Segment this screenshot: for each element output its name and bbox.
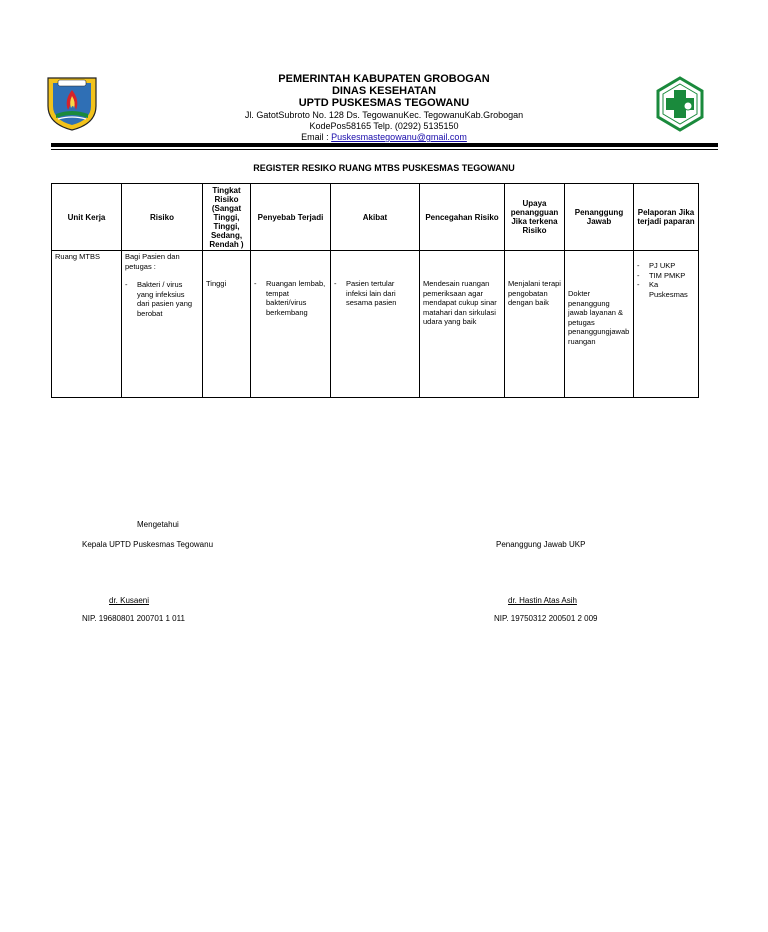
header-pencegahan: Pencegahan Risiko [420, 184, 505, 251]
email-link[interactable]: Puskesmastegowanu@gmail.com [331, 132, 467, 142]
org-name-line1: PEMERINTAH KABUPATEN GROBOGAN [278, 73, 490, 85]
cell-pelaporan [634, 251, 699, 398]
risiko-intro: Bagi Pasien dan petugas : [125, 252, 180, 271]
header-akibat: Akibat [331, 184, 420, 251]
cell-penanggung [565, 251, 634, 398]
list-item: - TIM PMKP [637, 271, 695, 281]
penanggung-text: Dokter penanggung jawab layanan & petugas penanggungjawab ruangan [568, 289, 630, 346]
list-item: - Ka Puskesmas [637, 280, 695, 299]
header-upaya: Upaya penangguan Jika terkena Risiko [505, 184, 565, 251]
pencegahan-text: Mendesain ruangan pemeriksaan agar mendapat cukup sinar matahari dan sirkulasi udara yang baik [423, 279, 497, 326]
cell-unit [52, 251, 122, 398]
cell-tingkat [203, 251, 251, 398]
document-title: REGISTER RESIKO RUANG MTBS PUSKESMAS TEGOWANU [253, 163, 515, 173]
table-header-row [52, 184, 699, 251]
header-penanggung-jawab: Penanggung Jawab [565, 184, 634, 251]
header-pelaporan: Pelaporan Jika terjadi paparan [634, 184, 699, 251]
left-signer-name: dr. Kusaeni [109, 596, 150, 605]
table-row [52, 251, 699, 398]
risk-register-table [51, 183, 699, 398]
left-signer-nip: NIP. 19680801 200701 1 011 [82, 614, 185, 623]
address-line1: Jl. GatotSubroto No. 128 Ds. TegowanuKec. TegowanuKab.Grobogan [244, 110, 524, 120]
header-rule-thick [51, 143, 718, 147]
pelaporan-list [637, 261, 695, 299]
penyebab-text: - Ruangan lembab, tempat bakteri/virus berkembang [254, 279, 327, 317]
header-unit-kerja: Unit Kerja [52, 184, 122, 251]
akibat-text: - Pasien tertular infeksi lain dari sesama pasien [334, 279, 416, 308]
list-item: - PJ UKP [637, 261, 695, 271]
header-risiko: Risiko [122, 184, 203, 251]
header-rule-thin [51, 149, 718, 150]
cell-risiko [122, 251, 203, 398]
cell-penyebab [251, 251, 331, 398]
right-signer-title: Penanggung Jawab UKP [496, 540, 586, 549]
unit-text: Ruang MTBS [55, 252, 101, 261]
address-line2: KodePos58165 Telp. (0292) 5135150 [309, 121, 459, 131]
tingkat-text: Tinggi [206, 279, 227, 288]
cell-akibat [331, 251, 420, 398]
upaya-text: Menjalani terapi pengobatan dengan baik [508, 279, 561, 307]
risiko-item: - Bakteri / virus yang infeksius dari pasien yang berobat [125, 280, 199, 318]
left-signer-title: Kepala UPTD Puskesmas Tegowanu [82, 540, 214, 549]
header-penyebab: Penyebab Terjadi [251, 184, 331, 251]
right-signer-nip: NIP. 19750312 200501 2 009 [494, 614, 598, 623]
mengetahui-label: Mengetahui [137, 520, 179, 529]
org-name-line3: UPTD PUSKESMAS TEGOWANU [298, 97, 470, 109]
email-line [0, 132, 768, 142]
cell-pencegahan [420, 251, 505, 398]
header-tingkat-risiko: Tingkat Risiko (Sangat Tinggi, Tinggi, Sedang, Rendah ) [203, 184, 251, 251]
org-name-line2: DINAS KESEHATAN [331, 85, 437, 97]
email-label: Email : [301, 132, 332, 142]
right-signer-name: dr. Hastin Atas Asih [508, 596, 577, 605]
cell-upaya [505, 251, 565, 398]
